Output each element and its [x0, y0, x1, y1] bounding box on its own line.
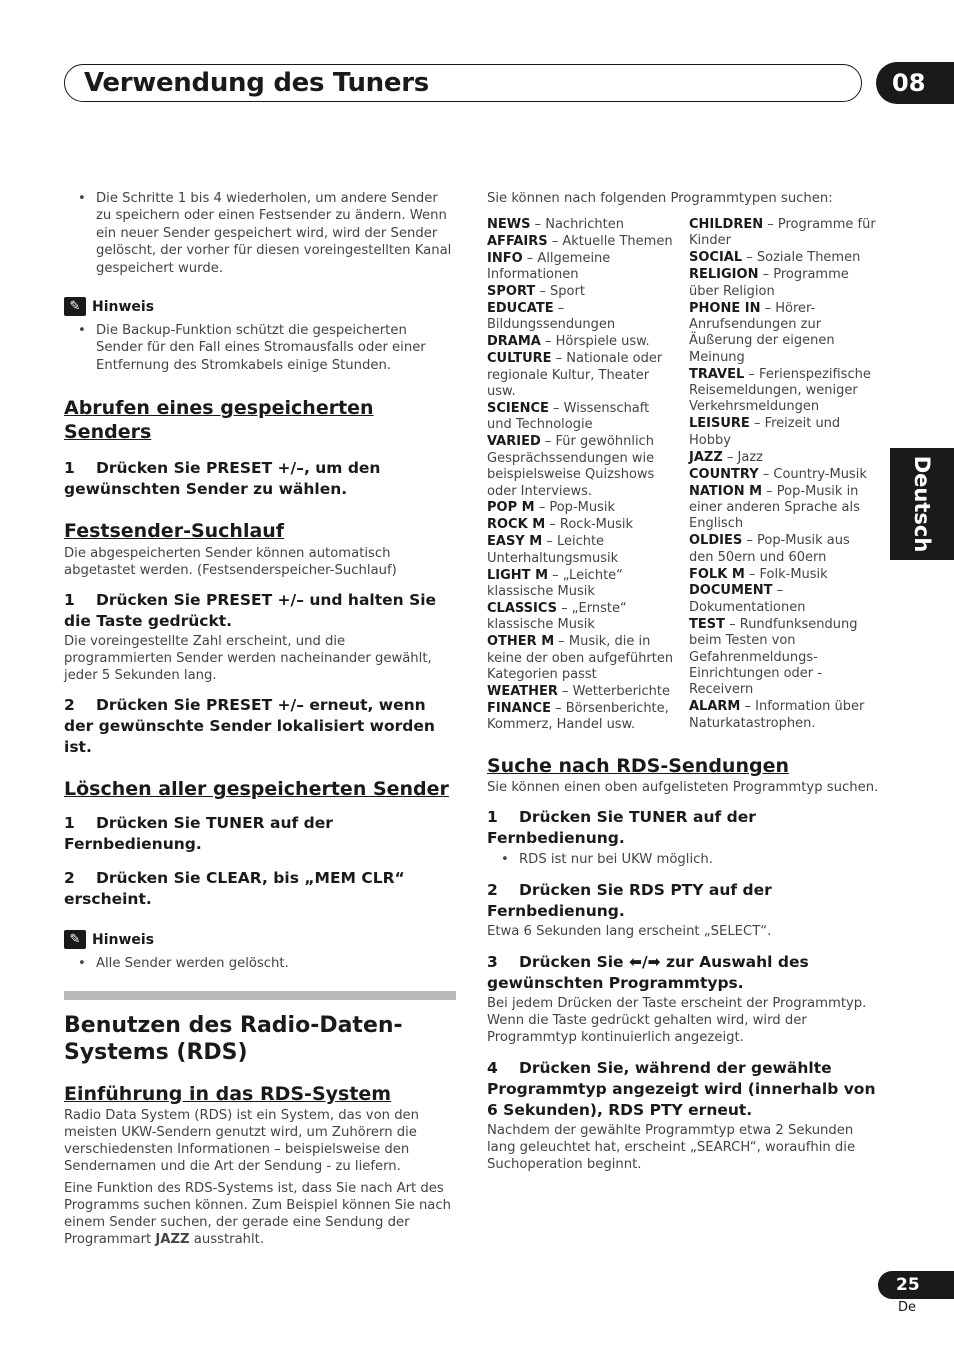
body-text: Nachdem der gewählte Programmtyp etwa 2 Sekunden lang geleuchtet hat, erscheint „SEARCH“, woraufhin die Suchoperation beginnt. — [487, 1122, 856, 1172]
step-text: Drücken Sie RDS PTY auf der Fernbedienung. — [487, 880, 772, 920]
program-type-entry — [689, 467, 877, 483]
program-type-entry — [689, 450, 877, 466]
program-type-code: DOCUMENT — [689, 583, 773, 599]
program-type-description: – Musik, die in keine der oben aufgeführten Kategorien passt — [487, 634, 674, 682]
step — [64, 868, 456, 910]
program-type-code: LIGHT M — [487, 567, 549, 583]
program-type-code: EASY M — [487, 534, 543, 550]
program-type-code: VARIED — [487, 434, 541, 450]
body-text-part: ausstrahlt. — [189, 1231, 265, 1247]
step — [487, 880, 879, 922]
program-type-code: NATION M — [689, 483, 763, 499]
program-type-description: – Allgemeine Informationen — [487, 250, 611, 283]
step-number: 1 — [64, 814, 75, 833]
program-type-entry — [487, 500, 675, 516]
program-type-description: – Ferienspezifische Reisemeldungen, weniger Verkehrsmeldungen — [689, 366, 871, 415]
program-type-code: FOLK M — [689, 566, 745, 582]
program-type-entry — [487, 701, 675, 734]
program-type-description: – Country-Musik — [758, 466, 867, 482]
program-type-description: – Wissenschaft und Technologie — [487, 400, 650, 433]
step — [64, 458, 456, 500]
program-type-entry — [487, 251, 675, 284]
step-text: Drücken Sie PRESET +/– erneut, wenn der gewünschte Sender lokalisiert worden ist. — [64, 696, 435, 757]
program-type-description: – Nachrichten — [530, 217, 624, 232]
program-type-entry — [689, 583, 877, 616]
program-type-entry — [487, 234, 675, 250]
program-type-column-left — [487, 217, 675, 734]
note-label: Hinweis — [92, 298, 155, 315]
program-type-code: SCIENCE — [487, 400, 549, 416]
program-type-entry — [487, 351, 675, 400]
program-type-description: – Aktuelle Themen — [547, 233, 673, 249]
program-type-code: ALARM — [689, 699, 741, 715]
program-type-code: RELIGION — [689, 267, 759, 283]
step — [64, 813, 456, 855]
program-type-code: OTHER M — [487, 634, 555, 650]
body-text: Bei jedem Drücken der Taste erscheint der Programmtyp. Wenn die Taste gedrückt gehalten wird, wird der Programmtyp kontinuierlich angezeigt. — [487, 995, 867, 1045]
step-text: Drücken Sie PRESET +/–, um den gewünschten Sender zu wählen. — [64, 459, 381, 499]
program-type-description: – Wetterberichte — [557, 683, 671, 699]
program-type-entry — [487, 434, 675, 500]
program-type-description: – Hörer-Anrufsendungen zur Äußerung der eigenen Meinung — [689, 300, 835, 365]
program-type-description: – Pop-Musik in einer anderen Sprache als Englisch — [689, 483, 860, 532]
program-type-code: AFFAIRS — [487, 233, 548, 249]
program-type-description: – Bildungssendungen — [487, 301, 616, 333]
program-type-description: – Rock-Musik — [545, 517, 634, 533]
section-divider-bar — [64, 991, 456, 1000]
program-type-code: SOCIAL — [689, 250, 743, 266]
step-text: zur Auswahl des gewünschten Programmtyps. — [487, 952, 809, 992]
program-type-code: FINANCE — [487, 700, 551, 716]
section-heading-suche: Suche nach RDS-Sendungen — [487, 755, 789, 778]
note-bullet: • Alle Sender werden gelöscht. — [64, 955, 456, 972]
program-type-code: POP M — [487, 500, 535, 516]
program-type-code: TRAVEL — [689, 366, 745, 382]
step-text: Drücken Sie TUNER auf der Fernbedienung. — [487, 808, 756, 848]
program-type-entry — [487, 568, 675, 601]
program-type-description: – Pop-Musik aus den 50ern und 60ern — [689, 533, 850, 565]
pencil-note-icon: ✎ — [64, 297, 86, 316]
program-type-description: – Folk-Musik — [744, 566, 828, 582]
program-type-entry — [689, 267, 877, 300]
program-type-description: – Pop-Musik — [534, 500, 615, 516]
program-type-list — [487, 217, 879, 734]
step — [487, 807, 879, 849]
step-number: 3 — [487, 952, 498, 971]
program-type-code: CLASSICS — [487, 600, 558, 616]
pencil-note-icon: ✎ — [64, 930, 86, 949]
step — [487, 1058, 879, 1121]
step — [64, 695, 456, 758]
program-type-entry — [487, 284, 675, 300]
step-number: 2 — [64, 696, 75, 715]
program-type-description: – Dokumentationen — [689, 583, 806, 615]
program-type-description: – „Ernste“ klassische Musik — [487, 600, 627, 633]
program-type-description: – „Leichte“ klassische Musik — [487, 567, 623, 599]
program-type-description: – Soziale Themen — [742, 250, 861, 266]
page-number: 25 — [878, 1271, 954, 1299]
step-number: 1 — [64, 591, 75, 610]
program-type-description: – Information über Naturkatastrophen. — [689, 699, 865, 731]
program-type-entry — [689, 533, 877, 566]
note-label: Hinweis — [92, 931, 155, 948]
step-text: Drücken Sie, während der gewählte Programmtyp angezeigt wird (innerhalb von 6 Sekunden), RDS PTY erneut. — [487, 1058, 876, 1119]
program-type-entry — [689, 250, 877, 266]
section-heading-loeschen: Löschen aller gespeicherten Sender — [64, 778, 449, 801]
left-column — [64, 188, 456, 1248]
program-type-code: EDUCATE — [487, 301, 554, 317]
program-type-code: JAZZ — [689, 449, 723, 465]
program-type-code: INFO — [487, 250, 523, 266]
program-type-code: PHONE IN — [689, 300, 761, 316]
program-type-entry — [689, 416, 877, 449]
right-column — [487, 188, 879, 1173]
body-text: Die abgespeicherten Sender können automatisch abgetastet werden. (Festsenderspeicher-Suchlauf) — [64, 546, 397, 579]
program-type-entry — [487, 401, 675, 434]
step — [487, 952, 879, 994]
program-type-entry — [689, 617, 877, 699]
rds-main-heading: Benutzen des Radio-Daten-Systems (RDS) — [64, 1012, 403, 1065]
program-type-column-right — [689, 217, 877, 734]
body-text-bold: JAZZ — [155, 1231, 190, 1247]
step-number: 2 — [487, 880, 498, 899]
section-heading-einfuehrung: Einführung in das RDS-System — [64, 1082, 392, 1105]
program-type-code: TEST — [689, 616, 725, 632]
program-type-description: – Freizeit und Hobby — [689, 416, 841, 448]
body-text: Etwa 6 Sekunden lang erscheint „SELECT“. — [487, 923, 772, 939]
language-tab — [890, 448, 954, 560]
program-type-description: – Börsenberichte, Kommerz, Handel usw. — [487, 700, 669, 733]
program-type-code: ROCK M — [487, 517, 546, 533]
program-type-entry — [689, 484, 877, 533]
program-type-entry — [689, 217, 877, 250]
program-type-code: WEATHER — [487, 683, 558, 699]
body-text: Sie können einen oben aufgelisteten Programmtyp suchen. — [487, 780, 879, 796]
step-number: 1 — [487, 808, 498, 827]
page-title: Verwendung des Tuners — [84, 68, 429, 98]
section-heading-festsender: Festsender-Suchlauf — [64, 520, 285, 543]
body-text: Radio Data System (RDS) ist ein System, das von den meisten UKW-Sendern genutzt wird, um Zuhörern die verschiedensten Informationen – beispielsweise den Sendernamen und die Art der Sendung - zu liefern. — [64, 1107, 420, 1174]
section-heading-abrufen: Abrufen eines gespeicherten Senders — [64, 397, 374, 444]
program-type-entry — [487, 217, 675, 233]
note-bullet: • Die Backup-Funktion schützt die gespeicherten Sender für den Fall eines Stromausfalls oder einer Entfernung des Stromkabels einige Stunden. — [64, 322, 456, 374]
program-type-description: – Nationale oder regionale Kultur, Theater usw. — [487, 351, 663, 400]
program-type-entry — [487, 334, 675, 350]
pty-intro: Sie können nach folgenden Programmtypen suchen: — [487, 191, 833, 206]
step-text: Drücken Sie — [519, 952, 629, 971]
step-number: 4 — [487, 1058, 498, 1077]
program-type-description: – Hörspiele usw. — [540, 334, 650, 350]
step-number: 2 — [64, 869, 75, 888]
step-text: Drücken Sie CLEAR, bis „MEM CLR“ erscheint. — [64, 869, 405, 909]
left-right-arrow-icons: ⬅/➡ — [628, 952, 661, 971]
note-heading — [64, 930, 456, 949]
program-type-code: NEWS — [487, 217, 531, 232]
language-tab-label: Deutsch — [910, 455, 934, 553]
note-block — [64, 930, 456, 972]
program-type-entry — [487, 517, 675, 533]
step-number: 1 — [64, 459, 75, 478]
program-type-description: – Programme über Religion — [689, 267, 849, 299]
program-type-code: CHILDREN — [689, 217, 764, 232]
program-type-description: – Für gewöhnlich Gesprächssendungen wie beispielsweise Quizshows oder Interviews. — [487, 434, 655, 499]
step-text: Drücken Sie PRESET +/– und halten Sie die Taste gedrückt. — [64, 591, 437, 631]
program-type-entry — [689, 301, 877, 367]
program-type-code: SPORT — [487, 284, 536, 300]
page-language-code: De — [898, 1300, 917, 1315]
body-text — [64, 1180, 456, 1248]
program-type-code: CULTURE — [487, 351, 552, 367]
step-bullet: • RDS ist nur bei UKW möglich. — [487, 851, 879, 868]
program-type-description: – Leichte Unterhaltungsmusik — [487, 534, 619, 566]
program-type-entry — [487, 634, 675, 683]
program-type-description: – Rundfunksendung beim Testen von Gefahrenmeldungs-Einrichtungen oder -Receivern — [689, 616, 858, 698]
intro-bullet: • Die Schritte 1 bis 4 wiederholen, um andere Sender zu speichern oder einen Festsender zu ändern. Wenn ein neuer Sender gespeichert wird, wird der Sender gelöscht, der vorher für diesen voreingestellten Kanal gespeichert wurde. — [64, 190, 456, 277]
program-type-code: DRAMA — [487, 334, 541, 350]
program-type-entry — [689, 567, 877, 583]
program-type-code: COUNTRY — [689, 466, 759, 482]
program-type-description: – Programme für Kinder — [689, 217, 876, 249]
program-type-entry — [689, 367, 877, 416]
program-type-description: – Sport — [535, 284, 585, 300]
step-text: Drücken Sie TUNER auf der Fernbedienung. — [64, 814, 333, 854]
body-text: Die voreingestellte Zahl erscheint, und die programmierten Sender werden nacheinander gewählt, jeder 5 Sekunden lang. — [64, 634, 432, 684]
program-type-entry — [487, 534, 675, 567]
body-text-part: Eine Funktion des RDS-Systems ist, dass Sie nach Art des Programms suchen können. Zum Beispiel können Sie nach einem Sender suchen, der gerade eine Sendung der Programmart — [64, 1180, 451, 1247]
program-type-entry — [689, 699, 877, 732]
program-type-description: – Jazz — [722, 449, 763, 465]
note-heading — [64, 297, 456, 316]
step — [64, 590, 456, 632]
program-type-code: OLDIES — [689, 533, 743, 549]
program-type-entry — [487, 301, 675, 334]
chapter-badge: 08 — [876, 62, 954, 104]
note-block — [64, 297, 456, 374]
program-type-entry — [487, 684, 675, 700]
program-type-code: LEISURE — [689, 416, 750, 432]
program-type-entry — [487, 601, 675, 634]
